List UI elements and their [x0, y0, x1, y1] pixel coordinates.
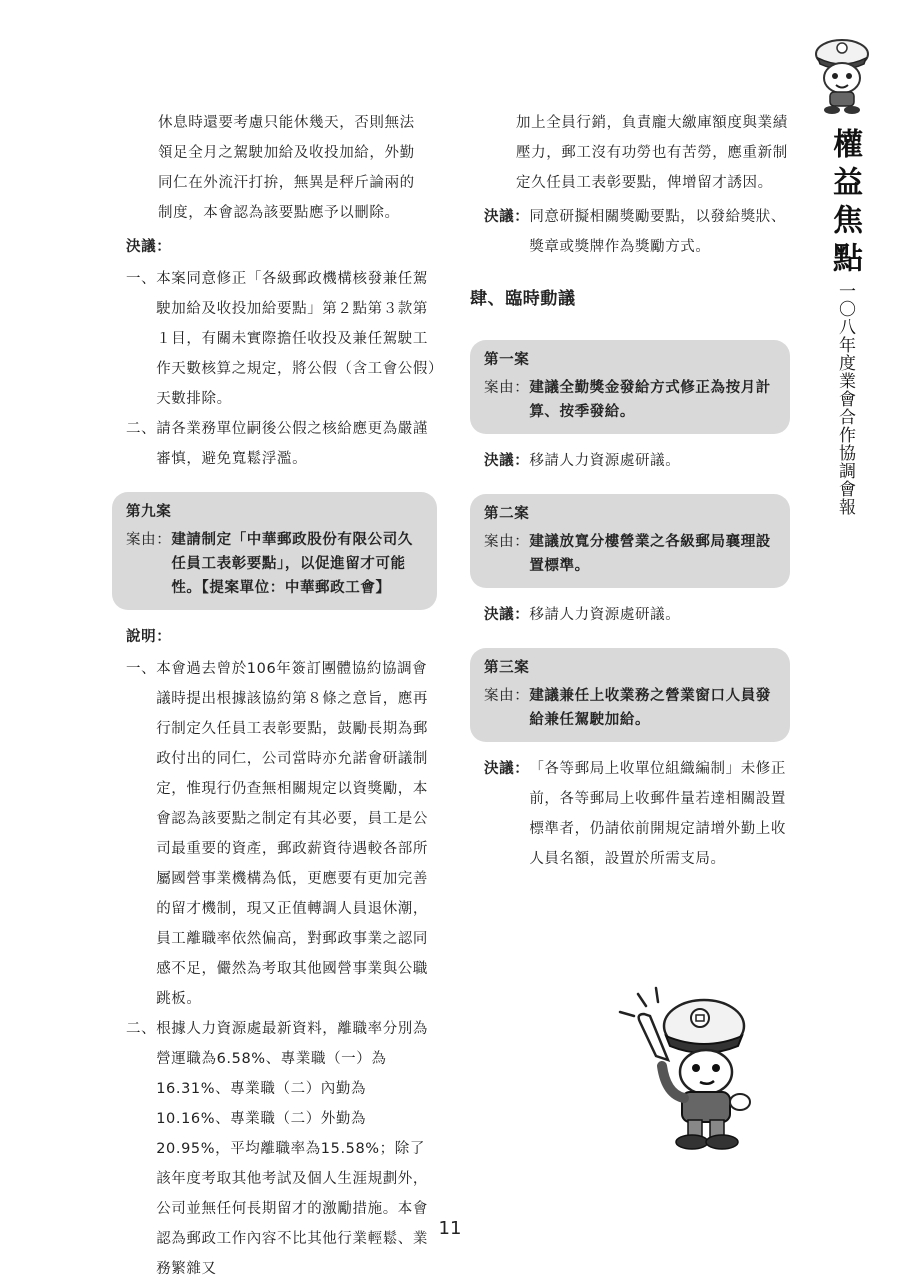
resolution-text: 「各等郵局上收單位組織編制」未修正前，各等郵局上收郵件量若達相關設置標準者，仍請依前開規定請增外勤上收人員名額，設置於所需支局。	[529, 761, 787, 867]
resolution-text: 移請人力資源處研議。	[529, 607, 681, 623]
resolution-label: 決議：	[484, 209, 530, 225]
intro-line: 制度，本會認為該要點應予以刪除。	[158, 205, 400, 221]
case-box	[470, 340, 790, 434]
case-box	[470, 648, 790, 742]
case-title: 第一案	[484, 352, 530, 368]
resolution-text: 同意研擬相關獎勵要點，以發給獎狀、獎章或獎牌作為獎勵方式。	[529, 209, 787, 255]
resolution	[484, 600, 790, 630]
continuation-text: 加上全員行銷，負責龐大繳庫額度與業績壓力，郵工沒有功勞也有苦勞，應重新制定久任員工表彰要點，俾增留才誘因。	[516, 115, 788, 191]
resolution	[484, 202, 790, 262]
reason-label: 案由：	[484, 688, 530, 704]
item-text: 本會過去曾於106年簽訂團體協約協調會議時提出根據該協約第８條之意旨，應再行制定久任員工表彰要點，鼓勵長期為郵政付出的同仁，公司當時亦允諾會研議制定，惟現行仍查無相關規定以資獎勵，本會認為該要點之制定有其必要，員工是公司最重要的資產，郵政薪資待遇較各部所屬國營事業機構為低，更應要有更加完善的留才機制，現又正值轉調人員退休潮，員工離職率依然偏高，對郵政事業之認同感不足，儼然為考取其他國營事業與公職跳板。	[156, 661, 429, 1007]
resolution-label: 決議：	[484, 761, 530, 777]
resolution-text: 移請人力資源處研議。	[529, 453, 681, 469]
page-number: 11	[438, 1218, 462, 1239]
resolution-label: 決議：	[126, 239, 172, 255]
right-column	[470, 108, 790, 892]
item-text: 請各業務單位嗣後公假之核給應更為嚴謹審慎，避免寬鬆浮濫。	[156, 421, 429, 467]
explanation-label: 說明：	[126, 629, 172, 645]
section-heading: 肆、臨時動議	[470, 289, 576, 309]
pointing-postman-mascot-icon	[616, 986, 776, 1156]
reason-text: 建議兼任上收業務之營業窗口人員發給兼任駕駛加給。	[529, 688, 771, 728]
intro-line: 領足全月之駕駛加給及收投加給，外勤	[158, 145, 415, 161]
left-column	[112, 108, 437, 1284]
resolution	[484, 446, 790, 476]
intro-line: 同仁在外流汗打拚，無異是秤斤論兩的	[158, 175, 415, 191]
reason-label: 案由：	[484, 380, 530, 396]
resolution-label: 決議：	[484, 453, 530, 469]
case-box	[112, 492, 437, 610]
resolution-item	[126, 414, 437, 474]
case-reason	[484, 530, 778, 578]
item-number: 一、	[126, 661, 157, 677]
explanation-item	[126, 1014, 437, 1284]
item-text: 本案同意修正「各級郵政機構核發兼任駕駛加給及收投加給要點」第２點第３款第１目，有關未實際擔任收投及兼任駕駛工作天數核算之規定，將公假（含工會公假）天數排除。	[156, 271, 436, 407]
case-box	[470, 494, 790, 588]
intro-line: 休息時還要考慮只能休幾天，否則無法	[158, 115, 415, 131]
case-reason	[484, 684, 778, 732]
item-number: 二、	[126, 421, 157, 437]
item-number: 二、	[126, 1021, 157, 1037]
item-number: 一、	[126, 271, 157, 287]
page-title: 權益焦點	[827, 128, 862, 280]
case-reason	[484, 376, 778, 424]
item-text: 根據人力資源處最新資料，離職率分別為營運職為6.58%、專業職（一）為16.31%、專業職（二）內勤為10.16%、專業職（二）外勤為20.95%，平均離職率為15.58%；除了該年度考取其他考試及個人生涯規劃外，公司並無任何長期留才的激勵措施。本會認為郵政工作內容不比其他行業輕鬆、業務繁雜又	[156, 1021, 429, 1277]
case-title: 第二案	[484, 506, 530, 522]
reason-text: 建請制定「中華郵政股份有限公司久任員工表彰要點」，以促進留才可能性。【提案單位：中華郵政工會】	[171, 532, 413, 596]
resolution-label: 決議：	[484, 607, 530, 623]
reason-text: 建議放寬分樓營業之各級郵局襄理設置標準。	[529, 534, 771, 574]
postman-mascot-icon	[806, 30, 876, 116]
case-title: 第九案	[126, 504, 172, 520]
reason-text: 建議全勤獎金發給方式修正為按月計算、按季發給。	[529, 380, 771, 420]
reason-label: 案由：	[126, 532, 172, 548]
case-reason	[126, 528, 425, 600]
page-subtitle: 一〇八年度業會合作協調會報	[835, 282, 855, 516]
explanation-item	[126, 654, 437, 1014]
resolution-item	[126, 264, 437, 414]
case-title: 第三案	[484, 660, 530, 676]
resolution	[484, 754, 790, 874]
reason-label: 案由：	[484, 534, 530, 550]
